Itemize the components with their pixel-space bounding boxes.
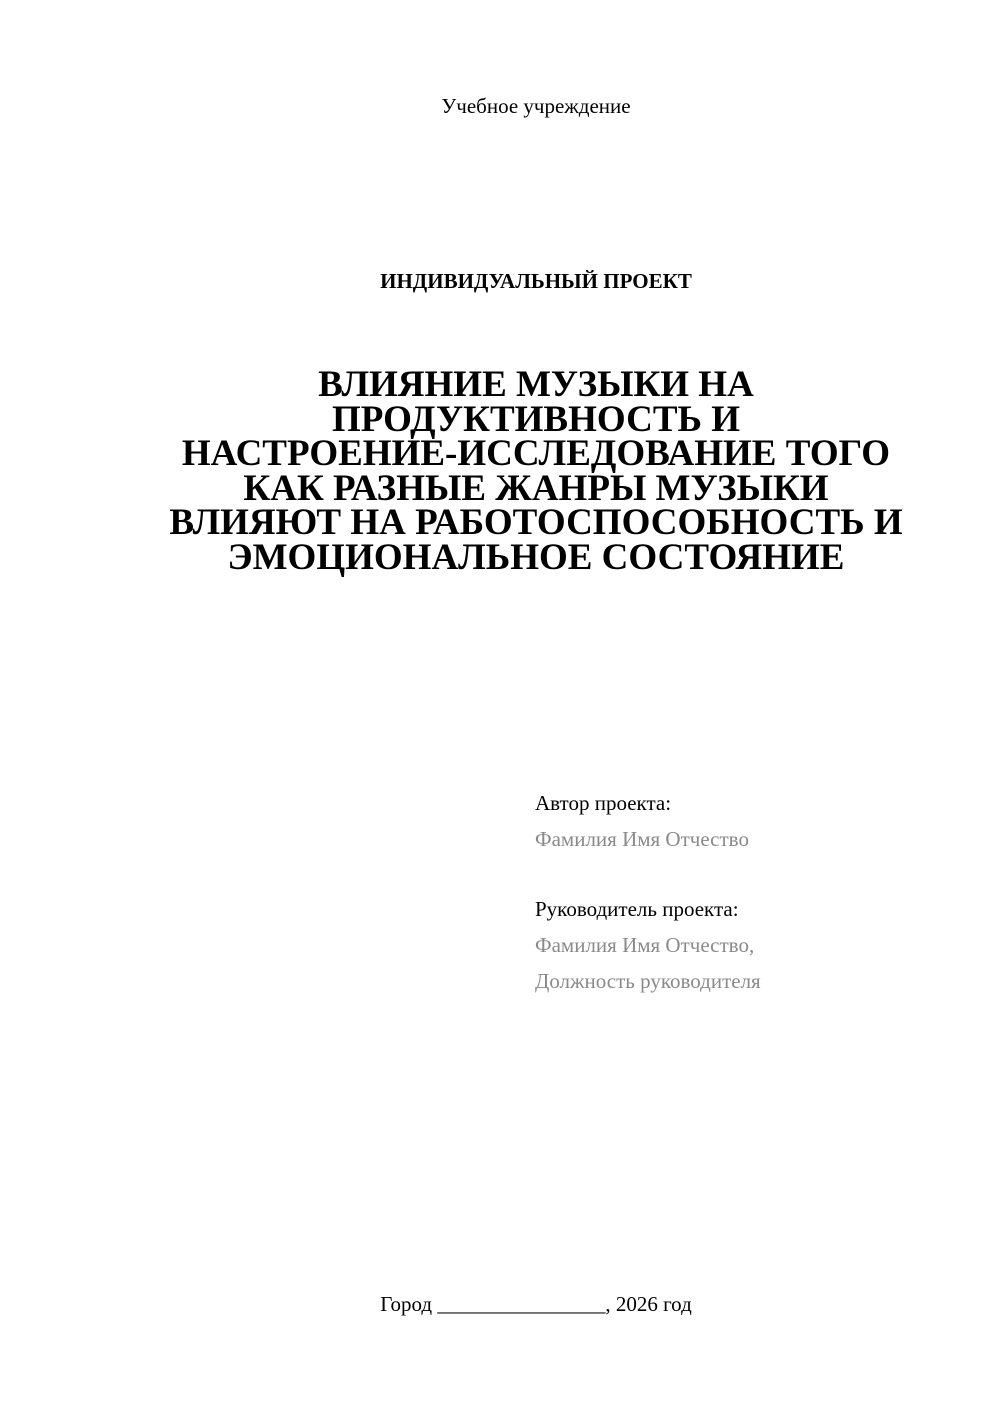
author-block <box>535 785 749 857</box>
document-type: ИНДИВИДУАЛЬНЫЙ ПРОЕКТ <box>380 269 692 293</box>
city-year-footer: Город ________________, 2026 год <box>380 1292 692 1316</box>
project-title <box>140 364 932 578</box>
supervisor-block <box>535 891 761 999</box>
supervisor-label: Руководитель проекта: <box>535 897 739 921</box>
title-line: ПРОДУКТИВНОСТЬ И <box>331 398 741 440</box>
author-name-placeholder: Фамилия Имя Отчество <box>535 827 749 851</box>
title-line: НАСТРОЕНИЕ-ИССЛЕДОВАНИЕ ТОГО <box>181 433 891 474</box>
title-line: ЭМОЦИОНАЛЬНОЕ СОСТОЯНИЕ <box>227 536 845 578</box>
supervisor-name-placeholder: Фамилия Имя Отчество, <box>535 933 755 957</box>
title-line: ВЛИЯЮТ НА РАБОТОСПОСОБНОСТЬ И <box>169 502 903 543</box>
author-label: Автор проекта: <box>535 791 672 815</box>
title-line: КАК РАЗНЫЕ ЖАНРЫ МУЗЫКИ <box>243 467 829 509</box>
institution-name: Учебное учреждение <box>441 94 631 118</box>
supervisor-position-placeholder: Должность руководителя <box>535 969 761 993</box>
title-line: ВЛИЯНИЕ МУЗЫКИ НА <box>318 364 754 405</box>
